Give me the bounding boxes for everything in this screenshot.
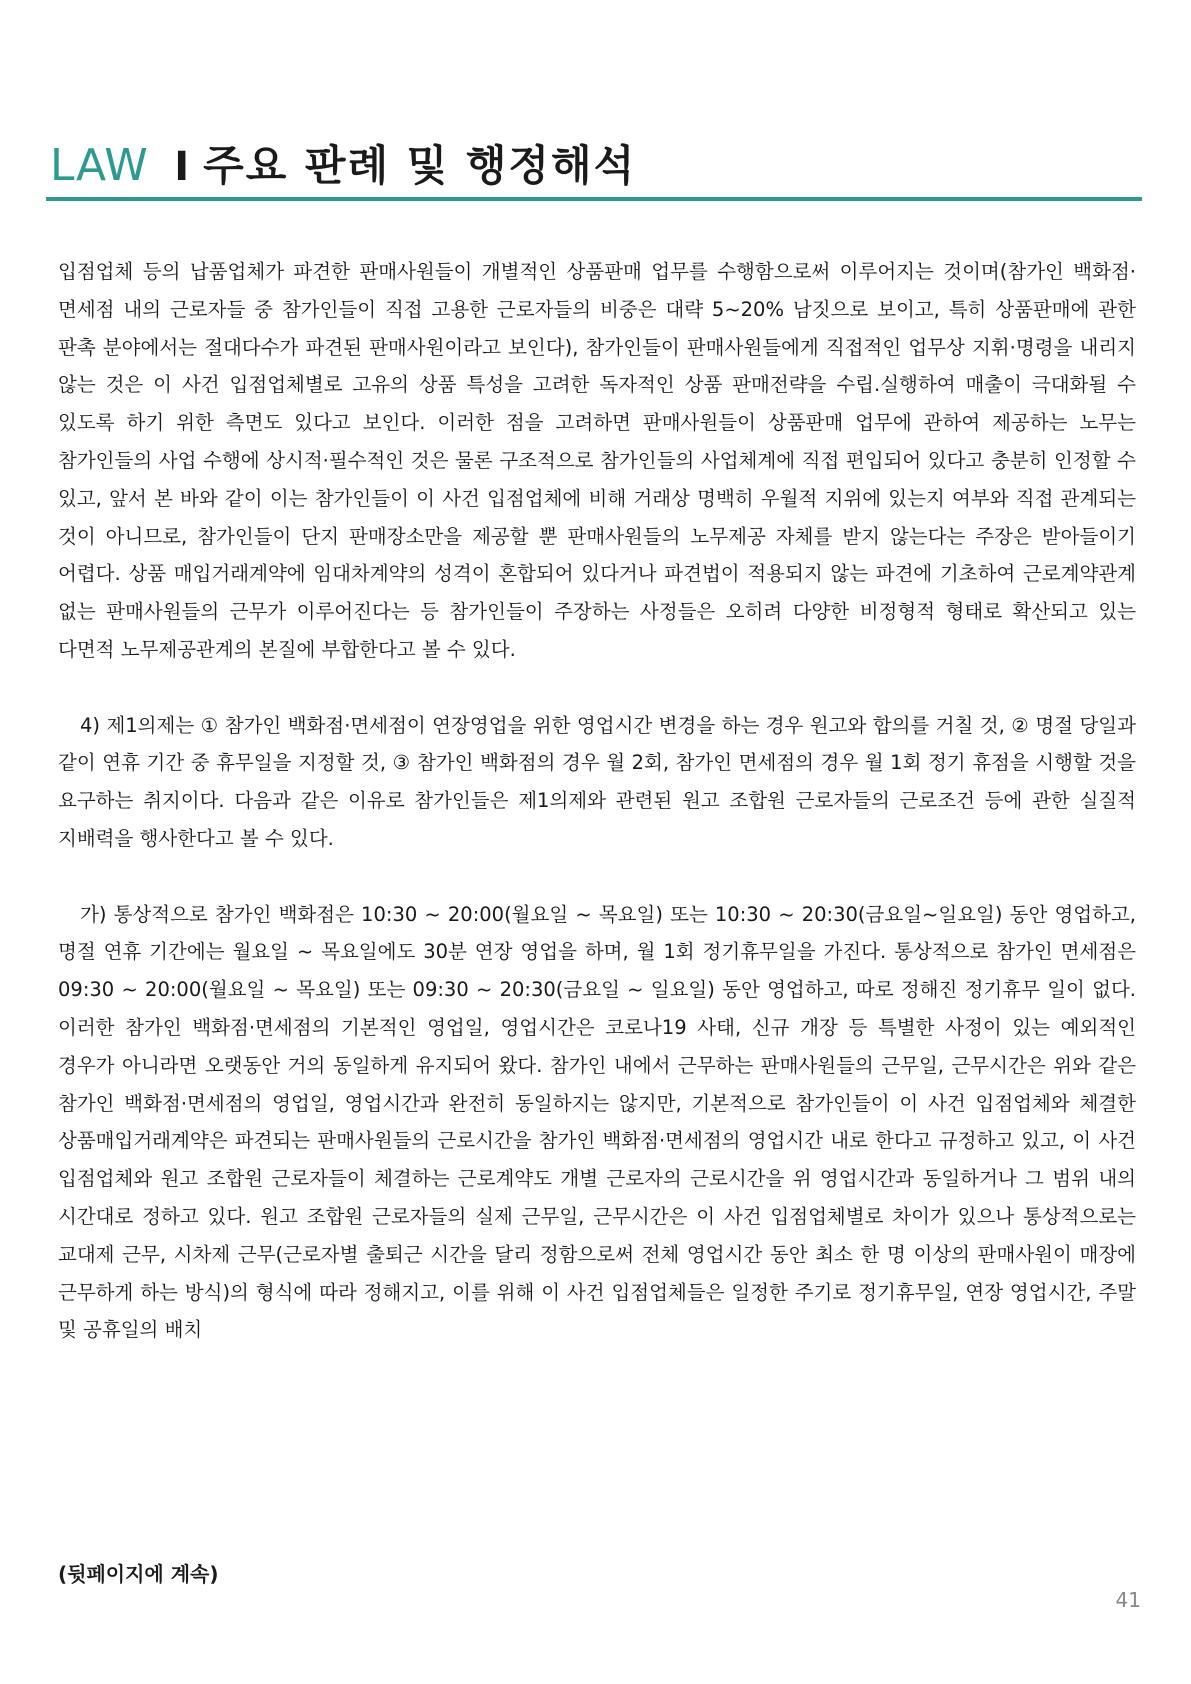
paragraph-2: 4) 제1의제는 ① 참가인 백화점·면세점이 연장영업을 위한 영업시간 변경을 하는 경우 원고와 합의를 거칠 것, ② 명절 당일과 같이 연휴 기간 중 휴무일을 지정할 것, ③ 참가인 백화점의 경우 월 2회, 참가인 면세점의 경우 월 1회 정기 휴점을 시행할 것을 요구하는 취지이다. 다음과 같은 이유로 참가인들은 제1의제와 관련된 원고 조합원 근로자들의 근로조건 등에 관한 실질적 지배력을 행사한다고 볼 수 있다.: [58, 713, 1136, 850]
paragraph-1: 입점업체 등의 납품업체가 파견한 판매사원들이 개별적인 상품판매 업무를 수행함으로써 이루어지는 것이며(참가인 백화점·면세점 내의 근로자들 중 참가인들이 직접 고용한 근로자들의 비중은 대략 5~20% 남짓으로 보이고, 특히 상품판매에 관한 판촉 분야에서는 절대다수가 파견된 판매사원이라고 보인다), 참가인들이 판매사원들에게 직접적인 업무상 지휘·명령을 내리지 않는 것은 이 사건 입점업체별로 고유의 상품 특성을 고려한 독자적인 상품 판매전략을 수립.실행하여 매출이 극대화될 수 있도록 하기 위한 측면도 있다고 보인다. 이러한 점을 고려하면 판매사원들이 상품판매 업무에 관하여 제공하는 노무는 참가인들의 사업 수행에 상시적·필수적인 것은 물론 구조적으로 참가인들의 사업체계에 직접 편입되어 있다고 충분히 인정할 수 있고, 앞서 본 바와 같이 이는 참가인들이 이 사건 입점업체에 비해 거래상 명백히 우월적 지위에 있는지 여부와 직접 관계되는 것이 아니므로, 참가인들이 단지 판매장소만을 제공할 뿐 판매사원들의 노무제공 자체를 받지 않는다는 주장은 받아들이기 어렵다. 상품 매입거래계약에 임대차계약의 성격이 혼합되어 있다거나 파견법이 적용되지 않는 파견에 기초하여 근로계약관계 없는 판매사원들의 근무가 이루어진다는 등 참가인들이 주장하는 사정들은 오히려 다양한 비정형적 형태로 확산되고 있는 다면적 노무제공관계의 본질에 부합한다고 볼 수 있다.: [58, 260, 1136, 661]
page-header: [50, 133, 1140, 195]
document-body: [58, 253, 1136, 1349]
header-divider: [46, 197, 1142, 201]
title-separator: I: [174, 144, 190, 190]
page-number: 41: [1115, 1588, 1141, 1612]
paragraph-3: 가) 통상적으로 참가인 백화점은 10:30 ~ 20:00(월요일 ~ 목요일) 또는 10:30 ~ 20:30(금요일~일요일) 동안 영업하고, 명절 연휴 기간에는 월요일 ~ 목요일에도 30분 연장 영업을 하며, 월 1회 정기휴무일을 가진다. 통상적으로 참가인 면세점은 09:30 ~ 20:00(월요일 ~ 목요일) 또는 09:30 ~ 20:30(금요일 ~ 일요일) 동안 영업하고, 따로 정해진 정기휴무 일이 없다. 이러한 참가인 백화점·면세점의 기본적인 영업일, 영업시간은 코로나19 사태, 신규 개장 등 특별한 사정이 있는 예외적인 경우가 아니라면 오랫동안 거의 동일하게 유지되어 왔다. 참가인 내에서 근무하는 판매사원들의 근무일, 근무시간은 위와 같은 참가인 백화점·면세점의 영업일, 영업시간과 완전히 동일하지는 않지만, 기본적으로 참가인들이 이 사건 입점업체와 체결한 상품매입거래계약은 파견되는 판매사원들의 근로시간을 참가인 백화점·면세점의 영업시간 내로 한다고 규정하고 있고, 이 사건 입점업체와 원고 조합원 근로자들이 체결하는 근로계약도 개별 근로자의 근로시간을 위 영업시간과 동일하거나 그 범위 내의 시간대로 정하고 있다. 원고 조합원 근로자들의 실제 근무일, 근무시간은 이 사건 입점업체별로 차이가 있으나 통상적으로는 교대제 근무, 시차제 근무(근로자별 출퇴근 시간을 달리 정함으로써 전체 영업시간 동안 최소 한 명 이상의 판매사원이 매장에 근무하게 하는 방식)의 형식에 따라 정해지고, 이를 위해 이 사건 입점업체들은 일정한 주기로 정기휴무일, 연장 영업시간, 주말 및 공휴일의 배치: [58, 902, 1136, 1342]
law-label: LAW: [50, 140, 149, 191]
page-title: 주요 판례 및 행정해석: [203, 141, 637, 190]
continued-note: (뒷페이지에 계속): [58, 1562, 219, 1586]
